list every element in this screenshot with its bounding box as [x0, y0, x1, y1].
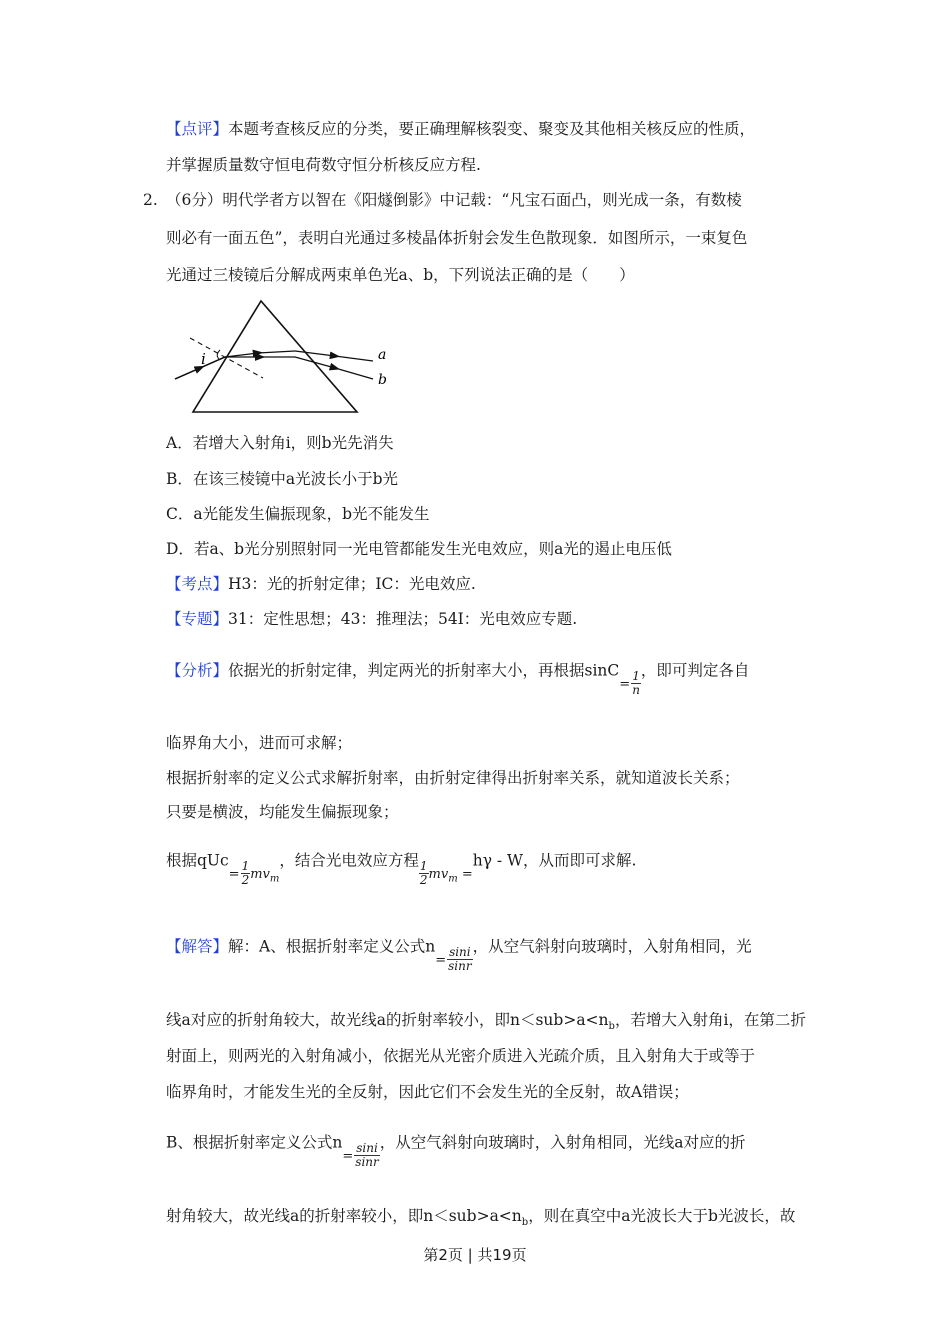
- fenxi-text-1b: ，即可判定各自: [640, 661, 750, 680]
- fraction-half-2: [419, 860, 429, 887]
- comment-line-1: [166, 119, 755, 139]
- jieda-text-5a: B、根据折射率定义公式n: [166, 1133, 343, 1152]
- question-line-3: 光通过三棱镜后分解成两束单色光a、b，下列说法正确的是（ ）: [166, 266, 635, 284]
- refracted-ray-a: [225, 351, 295, 357]
- equals-sign: =: [228, 866, 240, 882]
- fenxi-line-4: 只要是横波，均能发生偏振现象；: [166, 803, 399, 821]
- frac-den: sinr: [448, 959, 472, 973]
- jieda-line-5: [166, 1130, 746, 1169]
- option-b[interactable]: [166, 469, 398, 489]
- comment-text-1: 本题考查核反应的分类，要正确理解核裂变、聚变及其他相关核反应的性质，: [228, 120, 756, 138]
- equals-sign: =: [619, 676, 631, 692]
- label-a: a: [378, 347, 387, 363]
- frac-num: 1: [419, 859, 428, 873]
- jieda-line-2: 线a对应的折射角较大，故光线a的折射率较小，即$n<sub>a<n_b$，若增大入射角i，在第二折: [166, 1011, 806, 1033]
- question-line-2: 则必有一面五色”，表明白光通过多棱晶体折射会发生色散现象．如图所示，一束复色: [166, 229, 748, 247]
- option-c-text: a光能发生偏振现象，b光不能发生: [193, 505, 430, 523]
- zhuanti-text: 31：定性思想；43：推理法；54I：光电效应专题.: [228, 610, 578, 628]
- fenxi-line-1: [166, 658, 750, 697]
- kaodian-line: [166, 574, 476, 594]
- fraction-half: [241, 860, 251, 887]
- jieda-text-1b: ，从空气斜射向玻璃时，入射角相同，光: [472, 937, 752, 956]
- frac-num: 1: [632, 669, 640, 683]
- option-d[interactable]: [166, 539, 672, 559]
- jieda-line-4: 临界角时，才能发生光的全反射，因此它们不会发生光的全反射，故A错误；: [166, 1083, 689, 1101]
- fenxi-text-1a: 依据光的折射定律，判定两光的折射率大小，再根据sinC: [228, 661, 620, 680]
- option-b-label: B．: [166, 470, 193, 488]
- fenxi-line-2: 临界角大小，进而可求解；: [166, 734, 353, 752]
- prism-diagram: [165, 295, 395, 415]
- jieda-line-6: 射角较大，故光线a的折射率较小，即$n<sub>a<n_b$，则在真空中a光波长大于b光波长，故: [166, 1207, 796, 1229]
- frac-num: sini: [449, 945, 471, 959]
- label-i: i: [201, 350, 206, 368]
- frac-den: 2: [241, 873, 250, 887]
- jieda-text-1a: 解：A、根据折射率定义公式n: [228, 937, 436, 956]
- label-b: b: [378, 372, 387, 388]
- option-d-text: 若a、b光分别照射同一光电管都能发生光电效应，则a光的遏止电压低: [193, 540, 672, 558]
- frac-den: sinr: [355, 1155, 379, 1169]
- option-c-label: C．: [166, 505, 194, 523]
- mv-squared: $mv_m$: [250, 866, 280, 885]
- equals-sign: =: [342, 1148, 354, 1164]
- fraction-sini-sinr-2: [354, 1142, 379, 1169]
- option-a-text: 若增大入射角i，则b光先消失: [192, 434, 394, 452]
- frac-den: 2: [419, 873, 428, 887]
- option-a-label: A．: [166, 434, 193, 452]
- comment-line-2: 并掌握质量数守恒电荷数守恒分析核反应方程.: [166, 156, 481, 174]
- option-b-text: 在该三棱镜中a光波长小于b光: [192, 470, 399, 488]
- jieda-tag: 【解答】: [166, 937, 229, 956]
- option-d-label: D．: [166, 540, 194, 558]
- option-a[interactable]: [166, 433, 394, 453]
- kaodian-text: H3：光的折射定律；IC：光电效应.: [228, 575, 476, 593]
- fenxi-text-5b: ，结合光电效应方程: [279, 851, 419, 870]
- kaodian-tag: 【考点】: [166, 575, 229, 593]
- frac-den: n: [632, 683, 640, 697]
- question-line-1: （6分）明代学者方以智在《阳燧倒影》中记载：“凡宝石面凸，则光成一条，有数棱: [166, 191, 742, 209]
- fenxi-line-3: 根据折射率的定义公式求解折射率，由折射定律得出折射率关系，就知道波长关系；: [166, 769, 740, 787]
- comment-tag: 【点评】: [166, 120, 229, 138]
- fraction-sini-sinr: [447, 946, 472, 973]
- question-number: 2.: [143, 191, 158, 209]
- emergent-ray-b: [295, 357, 373, 379]
- fenxi-text-5c: hγ - W，从而即可求解.: [472, 851, 637, 870]
- option-c[interactable]: [166, 504, 430, 524]
- frac-num: sini: [356, 1141, 378, 1155]
- fenxi-tag: 【分析】: [166, 661, 229, 680]
- jieda-line-1: [166, 934, 752, 973]
- fenxi-text-5a: 根据qUc: [166, 851, 229, 870]
- jieda-text-5b: ，从空气斜射向玻璃时，入射角相同，光线a对应的折: [379, 1133, 746, 1152]
- fraction-1-over-n: [631, 670, 641, 697]
- frac-num: 1: [241, 859, 250, 873]
- mv-squared-2: $mv_m$ =: [428, 866, 473, 885]
- emergent-ray-a: [295, 351, 373, 361]
- zhuanti-tag: 【专题】: [166, 610, 229, 628]
- equals-sign: =: [435, 952, 447, 968]
- page-footer: 第2页 | 共19页: [423, 1246, 527, 1264]
- fenxi-line-5: [166, 848, 637, 887]
- zhuanti-line: [166, 609, 577, 629]
- jieda-line-3: 射面上，则两光的入射角减小，依据光从光密介质进入光疏介质，且入射角大于或等于: [166, 1047, 756, 1065]
